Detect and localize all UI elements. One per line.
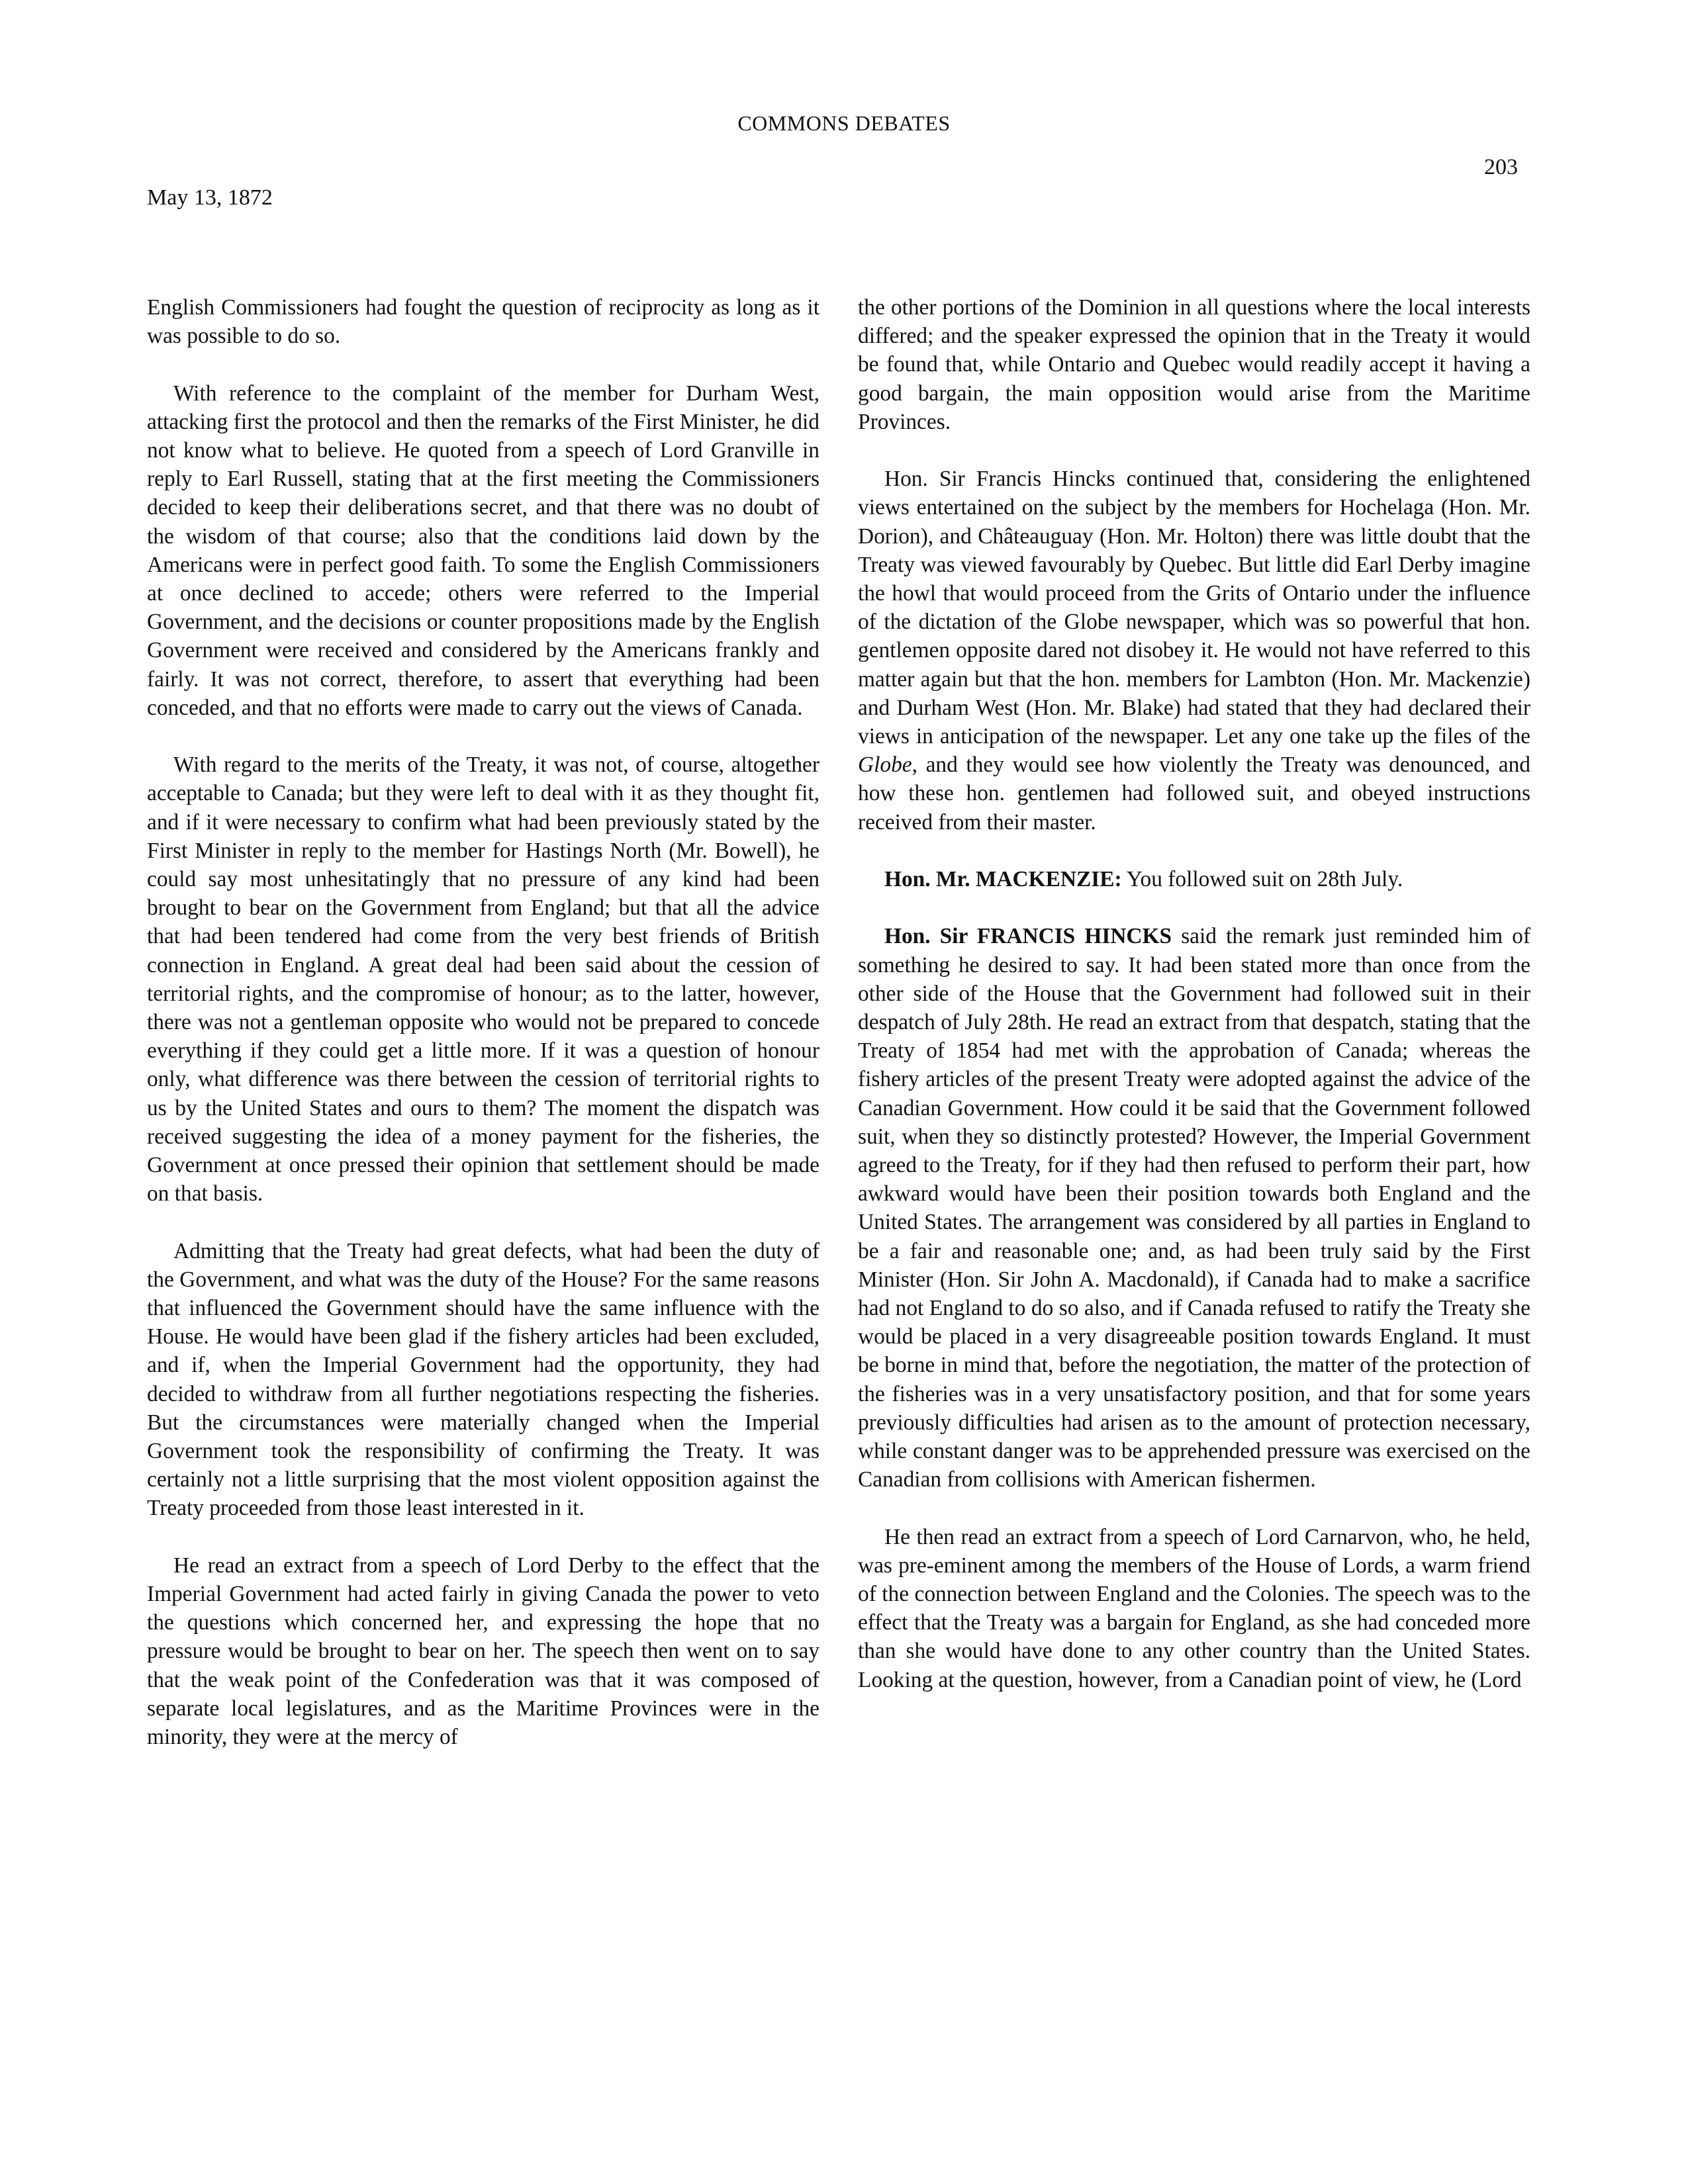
date-line: May 13, 1872 (147, 185, 273, 210)
speech-paragraph (858, 922, 1530, 1494)
paragraph-continued: the other portions of the Dominion in all questions where the local interests differed; and the speaker expressed the opinion that in the Treaty it would be found that, while Ontario and Quebec would readily accept it having a good bargain, the main opposition would arise from the Maritime Provinces. (858, 295, 1530, 434)
paragraph (858, 465, 1530, 837)
paragraph: He then read an extract from a speech of Lord Carnarvon, who, he held, was pre-eminent among the members of the House of Lords, a warm friend of the connection between England and the Colonies. The speech was to the effect that the Treaty was a bargain for England, as she had conceded more than she would have done to any other country than the United States. Looking at the question, however, from a Canadian point of view, he (Lord (858, 1524, 1530, 1692)
page-number: 203 (1484, 155, 1518, 179)
right-column (858, 293, 1530, 1723)
paragraph: Admitting that the Treaty had great defects, what had been the duty of the Government, and what was the duty of the House? For the same reasons that influenced the Government should have the same influence with the House. He would have been glad if the fishery articles had been excluded, and if, when the Imperial Government had the opportunity, they had decided to withdraw from all further negotiations respecting the fisheries. But the circumstances were materially changed when the Imperial Government took the responsibility of confirming the Treaty. It was certainly not a little surprising that the most violent opposition against the Treaty proceeded from those least interested in it. (147, 1238, 820, 1521)
speech-paragraph (858, 865, 1530, 893)
paragraph-continued: English Commissioners had fought the question of reciprocity as long as it was possible to do so. (147, 295, 820, 349)
paragraph: With reference to the complaint of the member for Durham West, attacking first the protocol and then the remarks of the First Minister, he did not know what to believe. He quoted from a speech of Lord Granville in reply to Earl Russell, stating that at the first meeting the Commissioners decided to keep their deliberations secret, and that there was no doubt of the wisdom of that course; also that the conditions laid down by the Americans were in perfect good faith. To some the English Commissioners at once declined to accede; others were referred to the Imperial Government, and the decisions or counter propositions made by the English Government were received and considered by the Americans frankly and fairly. It was not correct, therefore, to assert that everything had been conceded, and that no efforts were made to carry out the views of Canada. (147, 381, 820, 720)
newspaper-title: Globe (858, 752, 912, 778)
speaker-name: Hon. Mr. MACKENZIE: (884, 867, 1122, 892)
paragraph: With regard to the merits of the Treaty, it was not, of course, altogether acceptable to Canada; but they were left to deal with it as they thought fit, and if it were necessary to confirm what had been previously stated by the First Minister in reply to the member for Hastings North (Mr. Bowell), he could say most unhesitatingly that no pressure of any kind had been brought to bear on the Government from England; but that all the advice that had been tendered had come from the very best friends of British connection in England. A great deal had been said about the cession of territorial rights, and the compromise of honour; as to the latter, however, there was not a gentleman opposite who would not be prepared to concede everything if they could get a little more. If it was a question of honour only, what difference was there between the cession of territorial rights to us by the United States and ours to them? The moment the dispatch was received suggesting the idea of a money payment for the fisheries, the Government at once pressed their opinion that settlement should be made on that basis. (147, 752, 820, 1206)
paragraph-text: , and they would see how violently the Treaty was denounced, and how these hon. gentlemen had followed suit, and obeyed instructions received from their master. (858, 752, 1530, 835)
speaker-name: Hon. Sir FRANCIS HINCKS (884, 924, 1172, 949)
left-column (147, 293, 820, 1780)
speech-text: You followed suit on 28th July. (1121, 867, 1403, 892)
paragraph: He read an extract from a speech of Lord Derby to the effect that the Imperial Government had acted fairly in giving Canada the power to veto the questions which concerned her, and expressing the hope that no pressure would be brought to bear on her. The speech then went on to say that the weak point of the Confederation was that it was composed of separate local legislatures, and as the Maritime Provinces were in the minority, they were at the mercy of (147, 1553, 820, 1750)
running-head: COMMONS DEBATES (737, 111, 951, 135)
paragraph-text: Hon. Sir Francis Hincks continued that, considering the enlightened views entertained on the subject by the members for Hochelaga (Hon. Mr. Dorion), and Châteauguay (Hon. Mr. Holton) there was little doubt that the Treaty was viewed favourably by Quebec. But little did Earl Derby imagine the howl that would proceed from the Grits of Ontario under the influence of the dictation of the Globe newspaper, which was so powerful that hon. gentlemen opposite dared not disobey it. He would not have referred to this matter again but that the hon. members for Lambton (Hon. Mr. Mackenzie) and Durham West (Hon. Mr. Blake) had stated that they had declared their views in anticipation of the newspaper. Let any one take up the files of the (858, 467, 1530, 749)
speech-text: said the remark just reminded him of something he desired to say. It had been stated more than once from the other side of the House that the Government had followed suit in their despatch of July 28th. He read an extract from that despatch, stating that the Treaty of 1854 had met with the approbation of Canada; whereas the fishery articles of the present Treaty were adopted against the advice of the Canadian Government. How could it be said that the Government followed suit, when they so distinctly protested? However, the Imperial Government agreed to the Treaty, for if they had then refused to perform their part, how awkward would have been their position towards both England and the United States. The arrangement was considered by all parties in England to be a fair and reasonable one; and, as had been truly said by the First Minister (Hon. Sir John A. Macdonald), if Canada had to make a sacrifice had not England to do so also, and if Canada refused to ratify the Treaty she would be placed in a very disagreeable position towards England. It must be borne in mind that, before the negotiation, the matter of the protection of the fisheries was in a very unsatisfactory position, and that for some years previously difficulties had arisen as to the amount of protection necessary, while constant danger was to be apprehended pressure was exercised on the Canadian from collisions with American fishermen. (858, 924, 1530, 1492)
